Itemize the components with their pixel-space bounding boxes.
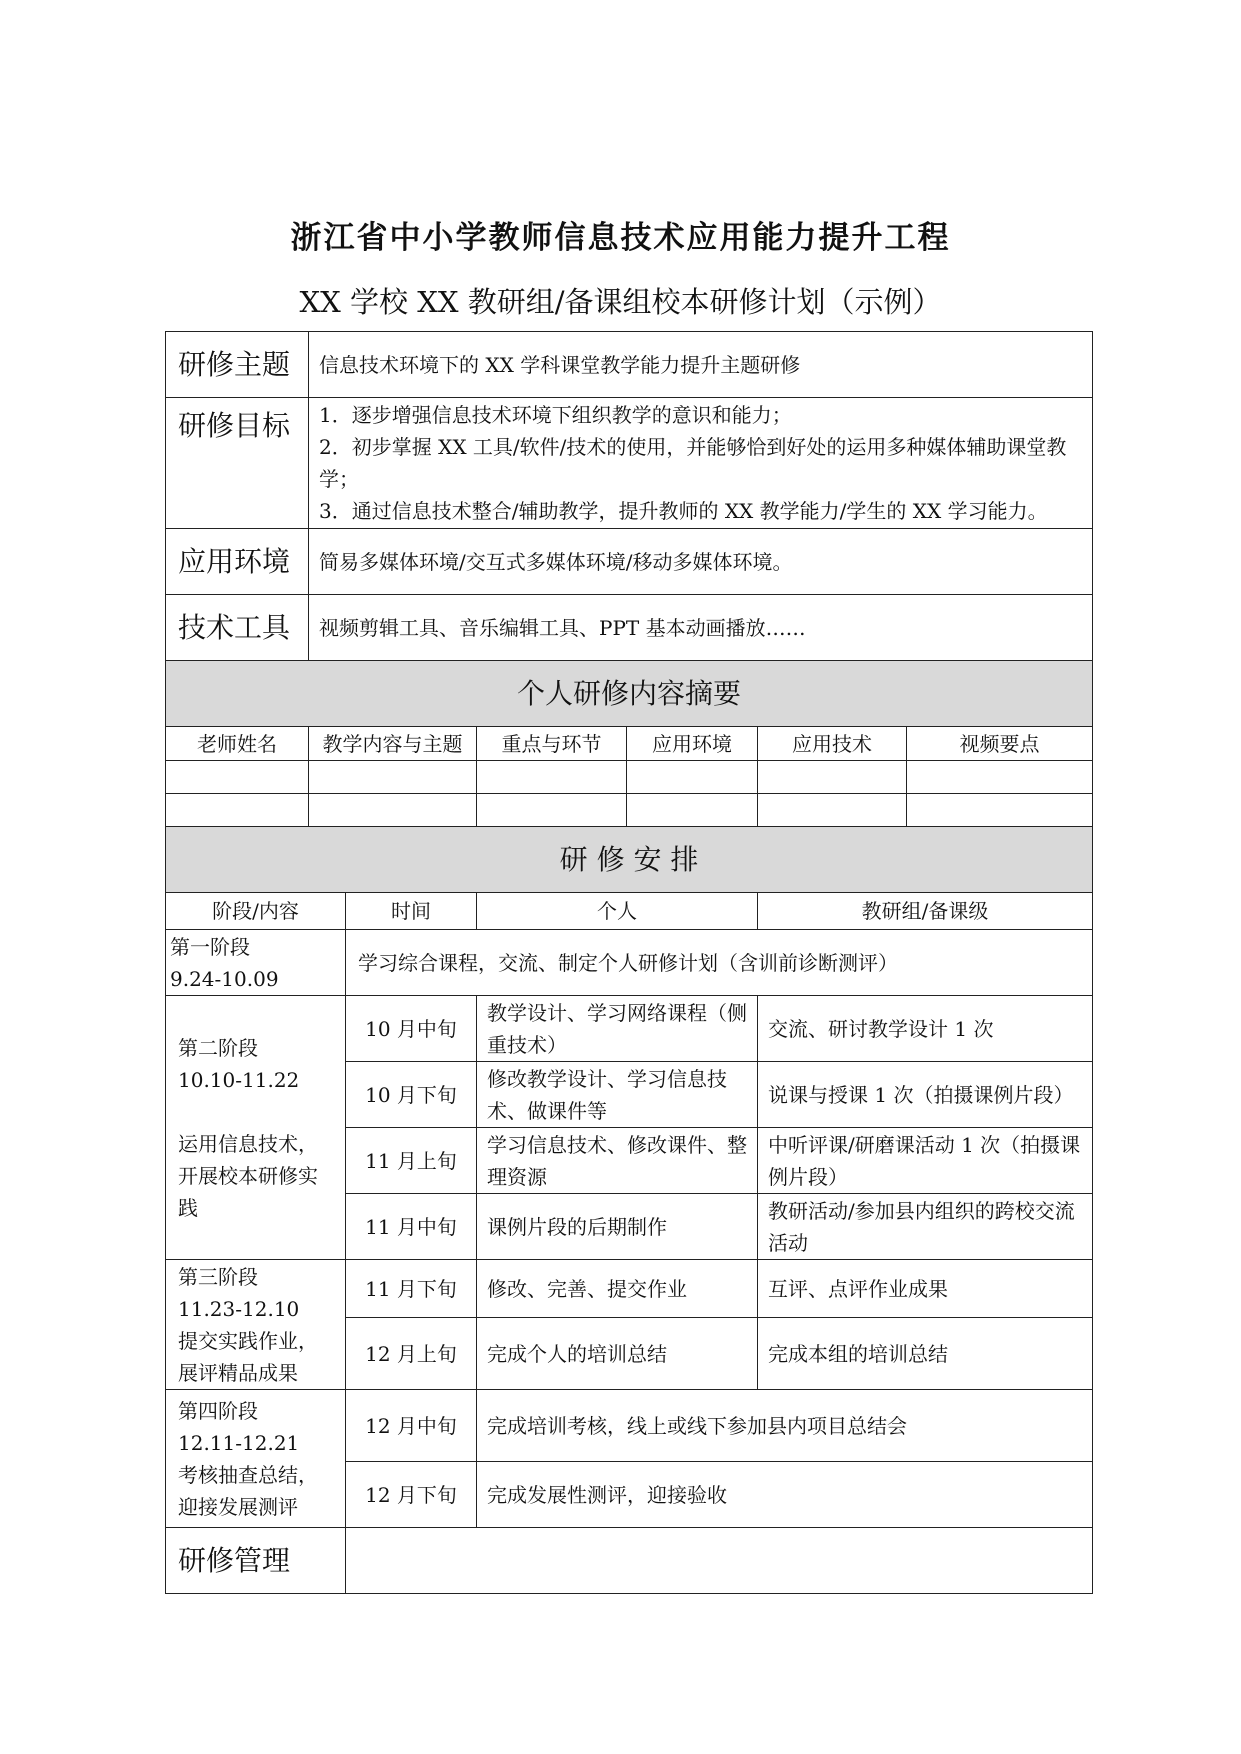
stage-personal: 修改教学设计、学习信息技术、做课件等 xyxy=(477,1062,758,1128)
summary-header-row xyxy=(166,727,1093,761)
stage3-row xyxy=(166,1260,1093,1318)
summary-empty-row xyxy=(166,761,1093,794)
stage-time: 10 月中旬 xyxy=(346,996,477,1062)
theme-row xyxy=(166,332,1093,398)
summary-cell[interactable] xyxy=(627,794,758,827)
summary-cell[interactable] xyxy=(758,794,907,827)
stage-group: 交流、研讨教学设计 1 次 xyxy=(758,996,1093,1062)
stage-dates: 9.24-10.09 xyxy=(170,966,279,991)
stage-name: 第三阶段 xyxy=(178,1264,258,1289)
theme-value: 信息技术环境下的 XX 学科课堂教学能力提升主题研修 xyxy=(309,332,1093,398)
summary-col-header: 应用技术 xyxy=(758,727,907,761)
summary-col-header: 重点与环节 xyxy=(477,727,627,761)
stage3-cell xyxy=(166,1260,346,1390)
summary-cell[interactable] xyxy=(477,761,627,794)
stage-group: 中听评课/研磨课活动 1 次（拍摄课例片段） xyxy=(758,1128,1093,1194)
stage-group: 完成本组的培训总结 xyxy=(758,1318,1093,1390)
stage-dates: 12.11-12.21 xyxy=(178,1430,300,1455)
summary-cell[interactable] xyxy=(166,794,309,827)
stage-content: 完成发展性测评，迎接验收 xyxy=(477,1462,1093,1528)
summary-cell[interactable] xyxy=(907,761,1093,794)
stage-personal: 课例片段的后期制作 xyxy=(477,1194,758,1260)
summary-heading-row xyxy=(166,661,1093,727)
stage-personal: 教学设计、学习网络课程（侧重技术） xyxy=(477,996,758,1062)
stage-personal: 完成个人的培训总结 xyxy=(477,1318,758,1390)
schedule-header-row xyxy=(166,893,1093,930)
environment-row xyxy=(166,529,1093,595)
management-value[interactable] xyxy=(346,1528,1093,1594)
goal-item: 1．逐步增强信息技术环境下组织教学的意识和能力； xyxy=(319,403,792,427)
goals-label: 研修目标 xyxy=(166,398,309,529)
stage-time: 11 月上旬 xyxy=(346,1128,477,1194)
stage-time: 12 月下旬 xyxy=(346,1462,477,1528)
summary-empty-row xyxy=(166,794,1093,827)
environment-label: 应用环境 xyxy=(166,529,309,595)
summary-cell[interactable] xyxy=(907,794,1093,827)
stage-group: 说课与授课 1 次（拍摄课例片段） xyxy=(758,1062,1093,1128)
stage-dates: 11.23-12.10 xyxy=(178,1296,300,1321)
stage-group: 教研活动/参加县内组织的跨校交流活动 xyxy=(758,1194,1093,1260)
summary-cell[interactable] xyxy=(477,794,627,827)
schedule-col-header: 教研组/备课级 xyxy=(758,893,1093,930)
summary-col-header: 应用环境 xyxy=(627,727,758,761)
summary-cell[interactable] xyxy=(309,794,477,827)
schedule-col-header: 个人 xyxy=(477,893,758,930)
stage-name: 第一阶段 xyxy=(170,934,250,959)
stage-desc: 考核抽查总结，迎接发展测评 xyxy=(178,1462,318,1519)
plan-table xyxy=(165,331,1093,1594)
stage-time: 10 月下旬 xyxy=(346,1062,477,1128)
stage-dates: 10.10-11.22 xyxy=(178,1067,300,1092)
summary-cell[interactable] xyxy=(627,761,758,794)
environment-value: 简易多媒体环境/交互式多媒体环境/移动多媒体环境。 xyxy=(309,529,1093,595)
stage-time: 11 月中旬 xyxy=(346,1194,477,1260)
stage4-row xyxy=(166,1390,1093,1462)
stage1-cell xyxy=(166,930,346,996)
stage-time: 12 月上旬 xyxy=(346,1318,477,1390)
tools-value: 视频剪辑工具、音乐编辑工具、PPT 基本动画播放…… xyxy=(309,595,1093,661)
stage-desc: 运用信息技术，开展校本研修实践 xyxy=(178,1131,318,1220)
goal-item: 2．初步掌握 XX 工具/软件/技术的使用，并能够恰到好处的运用多种媒体辅助课堂教学； xyxy=(319,435,1067,491)
schedule-heading-row xyxy=(166,827,1093,893)
stage-group: 互评、点评作业成果 xyxy=(758,1260,1093,1318)
stage-name: 第二阶段 xyxy=(178,1035,258,1060)
summary-cell[interactable] xyxy=(309,761,477,794)
stage-time: 12 月中旬 xyxy=(346,1390,477,1462)
stage-time: 11 月下旬 xyxy=(346,1260,477,1318)
stage1-content: 学习综合课程，交流、制定个人研修计划（含训前诊断测评） xyxy=(346,930,1093,996)
stage-personal: 修改、完善、提交作业 xyxy=(477,1260,758,1318)
goals-row xyxy=(166,398,1093,529)
stage-name: 第四阶段 xyxy=(178,1398,258,1423)
summary-col-header: 老师姓名 xyxy=(166,727,309,761)
tools-label: 技术工具 xyxy=(166,595,309,661)
stage4-cell xyxy=(166,1390,346,1528)
stage2-row xyxy=(166,996,1093,1062)
schedule-heading: 研 修 安 排 xyxy=(166,827,1093,893)
stage-desc: 提交实践作业，展评精品成果 xyxy=(178,1328,318,1385)
management-row xyxy=(166,1528,1093,1594)
document-title: 浙江省中小学教师信息技术应用能力提升工程 xyxy=(290,220,951,256)
tools-row xyxy=(166,595,1093,661)
schedule-col-header: 阶段/内容 xyxy=(166,893,346,930)
stage-content: 完成培训考核，线上或线下参加县内项目总结会 xyxy=(477,1390,1093,1462)
document-subtitle: XX 学校 XX 教研组/备课组校本研修计划（示例） xyxy=(299,285,942,319)
schedule-col-header: 时间 xyxy=(346,893,477,930)
stage2-cell xyxy=(166,996,346,1260)
summary-col-header: 视频要点 xyxy=(907,727,1093,761)
summary-cell[interactable] xyxy=(758,761,907,794)
goals-value xyxy=(309,398,1093,529)
management-label: 研修管理 xyxy=(166,1528,346,1594)
summary-col-header: 教学内容与主题 xyxy=(309,727,477,761)
stage-personal: 学习信息技术、修改课件、整理资源 xyxy=(477,1128,758,1194)
summary-heading: 个人研修内容摘要 xyxy=(166,661,1093,727)
stage1-row xyxy=(166,930,1093,996)
summary-cell[interactable] xyxy=(166,761,309,794)
theme-label: 研修主题 xyxy=(166,332,309,398)
goal-item: 3．通过信息技术整合/辅助教学，提升教师的 XX 教学能力/学生的 XX 学习能力。 xyxy=(319,499,1048,523)
